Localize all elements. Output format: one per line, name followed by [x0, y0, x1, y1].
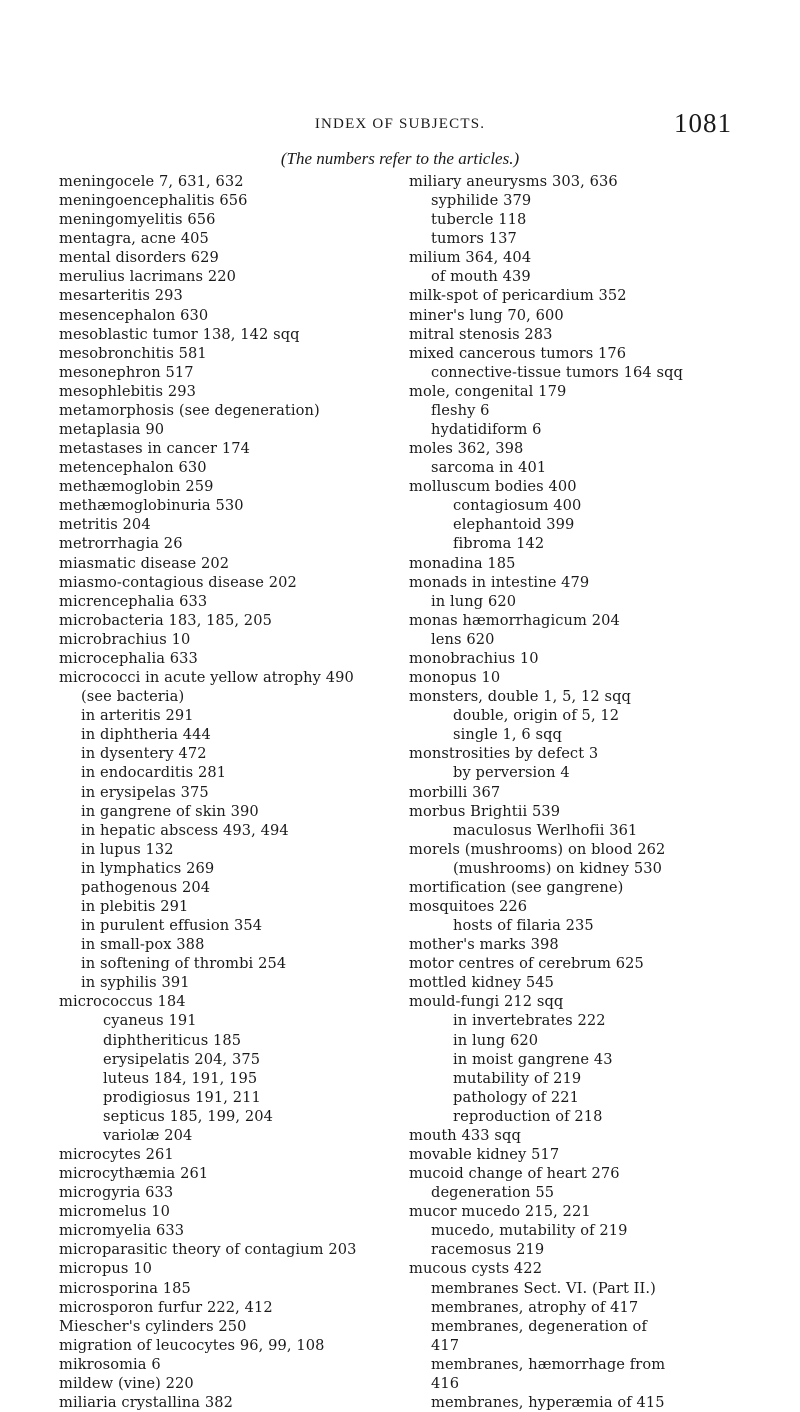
index-entry: erysipelatis 204, 375: [103, 1050, 261, 1068]
index-entry: mortification (see gangrene): [409, 878, 624, 896]
index-entry: mosquitoes 226: [409, 897, 528, 915]
index-entry: Miescher's cylinders 250: [59, 1317, 247, 1335]
index-entry: in endocarditis 281: [81, 764, 227, 782]
index-entry: in invertebrates 222: [453, 1012, 606, 1030]
index-entry: contagiosum 400: [453, 497, 582, 515]
index-entry: membranes, degeneration of: [431, 1317, 647, 1335]
index-entry: mental disorders 629: [59, 249, 219, 267]
index-entry: monadina 185: [409, 554, 516, 572]
index-entry: in lymphatics 269: [81, 859, 215, 877]
index-entry: single 1, 6 sqq: [453, 726, 563, 744]
index-column-right: [409, 172, 751, 1412]
index-entry: in lung 620: [431, 592, 517, 610]
index-entry: miliary aneurysms 303, 636: [409, 173, 618, 190]
index-entry: metrorrhagia 26: [59, 535, 183, 553]
index-entry: monstrosities by defect 3: [409, 745, 599, 763]
index-entry: methæmoglobinuria 530: [59, 497, 244, 515]
index-entry: microparasitic theory of contagium 203: [59, 1241, 357, 1259]
index-entry: 416: [431, 1374, 460, 1392]
index-entry: moles 362, 398: [409, 440, 524, 458]
index-entry: fleshy 6: [431, 401, 490, 419]
running-title: INDEX OF SUBJECTS.: [314, 116, 486, 132]
index-entry: in gangrene of skin 390: [81, 802, 259, 820]
index-entry: mitral stenosis 283: [409, 325, 553, 343]
index-entry: monopus 10: [409, 669, 501, 687]
index-entry: membranes, atrophy of 417: [431, 1298, 639, 1316]
index-entry: milk-spot of pericardium 352: [409, 287, 627, 305]
index-entry: morbilli 367: [409, 783, 501, 801]
index-entry: micrococci in acute yellow atrophy 490: [59, 669, 354, 687]
index-entry: luteus 184, 191, 195: [103, 1069, 258, 1087]
index-entry: lens 620: [431, 630, 495, 648]
index-entry: mixed cancerous tumors 176: [409, 344, 627, 362]
index-entry: metaplasia 90: [59, 421, 165, 439]
index-entry: morbus Brightii 539: [409, 802, 561, 820]
index-entry: in purulent effusion 354: [81, 917, 263, 935]
index-entry: monobrachius 10: [409, 649, 539, 667]
index-entry: tubercle 118: [431, 211, 527, 229]
page-header: [0, 110, 800, 144]
index-entry: mesobronchitis 581: [59, 344, 207, 362]
index-entry: micrencephalia 633: [59, 592, 208, 610]
index-entry: syphilide 379: [431, 192, 532, 210]
index-entry: monas hæmorrhagicum 204: [409, 611, 620, 629]
index-entry: in softening of thrombi 254: [81, 955, 287, 973]
index-entry: mucor mucedo 215, 221: [409, 1203, 591, 1221]
index-entry: in dysentery 472: [81, 745, 207, 763]
index-entry: motor centres of cerebrum 625: [409, 955, 644, 973]
index-entry: mutability of 219: [453, 1069, 582, 1087]
index-entry: microsporon furfur 222, 412: [59, 1298, 273, 1316]
index-entry: mesarteritis 293: [59, 287, 183, 305]
index-entry: in erysipelas 375: [81, 783, 209, 801]
index-entry: mucoid change of heart 276: [409, 1165, 620, 1183]
index-entry: hosts of filaria 235: [453, 917, 594, 935]
index-entry: morels (mushrooms) on blood 262: [409, 840, 666, 858]
index-entry: mildew (vine) 220: [59, 1374, 194, 1392]
index-entry: in diphtheria 444: [81, 726, 211, 744]
index-entry: in lupus 132: [81, 840, 174, 858]
index-entry: pathology of 221: [453, 1088, 580, 1106]
index-entry: metritis 204: [59, 516, 151, 534]
index-entry: metencephalon 630: [59, 459, 207, 477]
index-entry: maculosus Werlhofii 361: [453, 821, 638, 839]
index-entry: in syphilis 391: [81, 974, 190, 992]
index-entry: in arteritis 291: [81, 707, 194, 725]
index-entry: monsters, double 1, 5, 12 sqq: [409, 688, 631, 706]
index-entry: mesencephalon 630: [59, 306, 209, 324]
index-entry: microcephalia 633: [59, 649, 198, 667]
index-entry: microcytes 261: [59, 1145, 174, 1163]
index-entry: 417: [431, 1336, 460, 1354]
index-entry: mesoblastic tumor 138, 142 sqq: [59, 325, 300, 343]
index-entry: miasmatic disease 202: [59, 554, 230, 572]
index-column-left: [59, 172, 401, 1412]
index-entry: mouth 433 sqq: [409, 1126, 521, 1144]
index-entry: fibroma 142: [453, 535, 545, 553]
index-entry: meningoencephalitis 656: [59, 192, 248, 210]
index-entry: meningomyelitis 656: [59, 211, 216, 229]
index-entry: mesophlebitis 293: [59, 382, 197, 400]
index-entry: double, origin of 5, 12: [453, 707, 620, 725]
index-entry: mucedo, mutability of 219: [431, 1222, 628, 1240]
index-entry: tumors 137: [431, 230, 517, 248]
index-entry: in hepatic abscess 493, 494: [81, 821, 289, 839]
index-entry: microcythæmia 261: [59, 1165, 209, 1183]
index-entry: micropus 10: [59, 1260, 152, 1278]
index-entry: in plebitis 291: [81, 897, 189, 915]
index-entry: migration of leucocytes 96, 99, 108: [59, 1336, 325, 1354]
index-entry: miner's lung 70, 600: [409, 306, 564, 324]
index-entry: mole, congenital 179: [409, 382, 567, 400]
index-entry: membranes Sect. VI. (Part II.): [431, 1279, 656, 1297]
index-entry: mikrosomia 6: [59, 1355, 161, 1373]
index-entry: microsporina 185: [59, 1279, 191, 1297]
index-note: (The numbers refer to the articles.): [280, 149, 520, 168]
index-entry: sarcoma in 401: [431, 459, 547, 477]
index-entry: milium 364, 404: [409, 249, 532, 267]
index-entry: degeneration 55: [431, 1184, 555, 1202]
index-entry: monads in intestine 479: [409, 573, 590, 591]
index-entry: mucous cysts 422: [409, 1260, 543, 1278]
index-entry: connective-tissue tumors 164 sqq: [431, 363, 683, 381]
index-entry: microbacteria 183, 185, 205: [59, 611, 272, 629]
index-entry: merulius lacrimans 220: [59, 268, 237, 286]
index-entry: racemosus 219: [431, 1241, 545, 1259]
index-entry: micromyelia 633: [59, 1222, 185, 1240]
index-entry: in moist gangrene 43: [453, 1050, 613, 1068]
index-entry: microgyria 633: [59, 1184, 174, 1202]
index-entry: mottled kidney 545: [409, 974, 555, 992]
index-entry: methæmoglobin 259: [59, 478, 214, 496]
index-entry: diphtheriticus 185: [103, 1031, 242, 1049]
index-entry: hydatidiform 6: [431, 421, 542, 439]
index-entry: micromelus 10: [59, 1203, 170, 1221]
index-entry: prodigiosus 191, 211: [103, 1088, 261, 1106]
index-entry: in small-pox 388: [81, 936, 205, 954]
page-number: 1081: [674, 108, 732, 138]
index-entry: mother's marks 398: [409, 936, 559, 954]
index-entry: reproduction of 218: [453, 1107, 603, 1125]
index-entry: molluscum bodies 400: [409, 478, 577, 496]
index-entry: elephantoid 399: [453, 516, 575, 534]
index-entry: miasmo-contagious disease 202: [59, 573, 297, 591]
index-entry: mould-fungi 212 sqq: [409, 993, 564, 1011]
index-entry: microbrachius 10: [59, 630, 191, 648]
index-entry: variolæ 204: [103, 1126, 193, 1144]
index-entry: miliaria crystallina 382: [59, 1394, 233, 1411]
index-entry: mesonephron 517: [59, 363, 194, 381]
index-entry: mentagra, acne 405: [59, 230, 209, 248]
index-entry: of mouth 439: [431, 268, 531, 286]
index-entry: by perversion 4: [453, 764, 570, 782]
index-entry: membranes, hæmorrhage from: [431, 1355, 666, 1373]
index-entry: metamorphosis (see degeneration): [59, 401, 320, 419]
index-entry: membranes, hyperæmia of 415: [431, 1394, 665, 1411]
index-entry: meningocele 7, 631, 632: [59, 173, 244, 190]
index-entry: micrococcus 184: [59, 993, 186, 1011]
index-entry: movable kidney 517: [409, 1145, 560, 1163]
index-entry: (mushrooms) on kidney 530: [453, 859, 662, 877]
index-entry: metastases in cancer 174: [59, 440, 251, 458]
index-entry: cyaneus 191: [103, 1012, 197, 1030]
index-entry: septicus 185, 199, 204: [103, 1107, 274, 1125]
index-entry: (see bacteria): [81, 688, 185, 706]
index-entry: pathogenous 204: [81, 878, 211, 896]
index-entry: in lung 620: [453, 1031, 539, 1049]
